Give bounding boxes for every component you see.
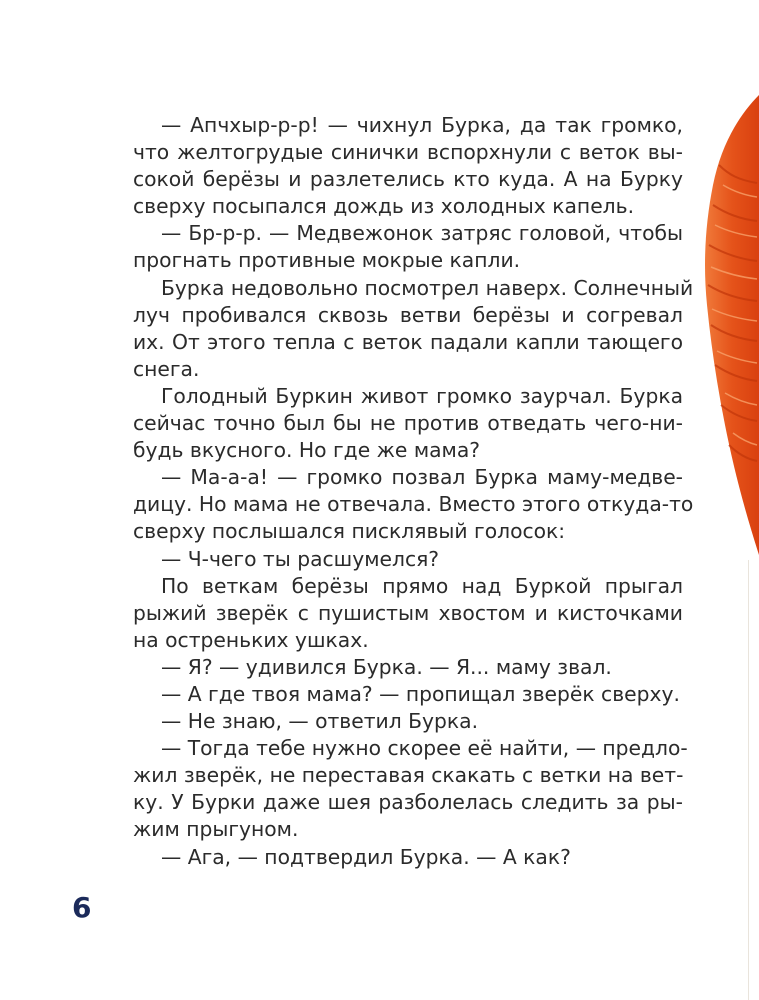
text-line: луч пробивался сквозь ветви берёзы и согревал	[133, 302, 683, 327]
text-line: рыжий зверёк с пушистым хвостом и кисточками	[133, 600, 683, 625]
page-edge-divider	[748, 560, 749, 1000]
text-line: — Ма-а-а! — громко позвал Бурка маму-медве-	[161, 465, 683, 490]
text-line: — Ч-чего ты расшумелся?	[161, 546, 440, 571]
text-line: — Не знаю, — ответил Бурка.	[161, 709, 479, 734]
text-line: — Апчхыр-р-р! — чихнул Бурка, да так громко,	[161, 113, 683, 137]
text-line: — Тогда тебе нужно скорее её найти, — предло-	[161, 736, 688, 761]
text-line: на остреньких ушках.	[133, 627, 369, 652]
text-line: дицу. Но мама не отвечала. Вместо этого откуда-то	[133, 492, 694, 517]
page-number: 6	[72, 891, 92, 924]
text-line: жим прыгуном.	[133, 817, 299, 842]
text-line: По веткам берёзы прямо над Буркой прыгал	[161, 573, 683, 598]
text-line: — Бр-р-р. — Медвежонок затряс головой, чтобы	[161, 221, 683, 246]
text-line: прогнать противные мокрые капли.	[133, 248, 521, 273]
text-line: будь вкусного. Но где же мама?	[133, 438, 481, 463]
text-line: — А где твоя мама? — пропищал зверёк сверху.	[161, 681, 680, 706]
text-line: снега.	[133, 356, 200, 381]
text-line: — Я? — удивился Бурка. — Я... маму звал.	[161, 654, 612, 679]
text-line: Бурка недовольно посмотрел наверх. Солнечный	[161, 275, 694, 300]
text-line: сверху послышался писклявый голосок:	[133, 519, 566, 544]
story-text	[133, 112, 694, 871]
text-line: что желтогрудые синички вспорхнули с веток вы-	[133, 140, 683, 165]
squirrel-tail-illustration-icon	[699, 95, 759, 575]
text-line: сокой берёзы и разлетелись кто куда. А на Бурку	[133, 167, 683, 192]
text-line: сейчас точно был бы не против отведать чего-ни-	[133, 411, 683, 436]
text-line: жил зверёк, не переставая скакать с ветки на вет-	[133, 763, 684, 788]
text-line: ку. У Бурки даже шея разболелась следить за ры-	[133, 790, 683, 815]
text-line: — Ага, — подтвердил Бурка. — А как?	[161, 844, 571, 869]
text-line: Голодный Буркин живот громко заурчал. Бурка	[161, 383, 683, 408]
text-line: их. От этого тепла с веток падали капли тающего	[133, 329, 683, 354]
text-line: сверху посыпался дождь из холодных капель.	[133, 194, 635, 219]
